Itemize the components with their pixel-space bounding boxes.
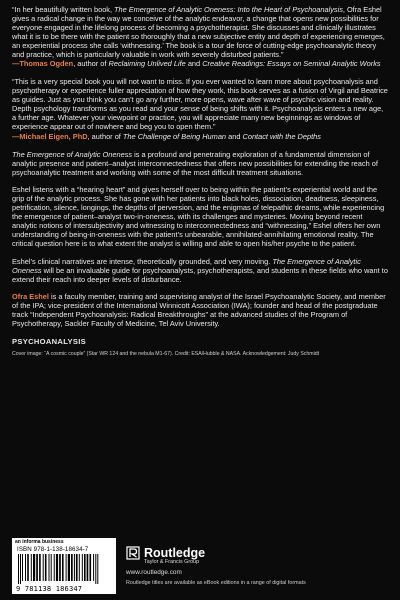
attribution-text: , author of xyxy=(87,131,123,141)
barcode-bar xyxy=(66,554,67,581)
publisher-name: Routledge xyxy=(144,546,206,560)
endorsement-attribution xyxy=(12,60,388,69)
description-text: Eshel’s clinical narratives are intense, theoretically grounded, and very moving. xyxy=(12,256,273,266)
attribution-text: , author of xyxy=(73,59,109,69)
barcode-bar xyxy=(45,554,47,581)
barcode-bar xyxy=(97,554,98,584)
publisher-block xyxy=(126,546,205,576)
barcode-bar xyxy=(68,554,70,581)
barcode-bar xyxy=(27,554,29,581)
barcode-bar xyxy=(54,554,55,581)
barcode-digits: 9 781138 186347 xyxy=(16,585,83,593)
description-text: will be an invaluable guide for psychoanalysts, psychotherapists, and students in these fields who want to extend their reach into deeper levels of disturbance. xyxy=(12,265,388,284)
barcode-bar xyxy=(84,554,86,581)
book-title: The Emergence of Analytic Oneness: Into the Heart of Psychoanalysis xyxy=(114,5,343,14)
barcode-bar xyxy=(76,554,78,581)
endorser-work: Contact with the Depths xyxy=(242,131,321,141)
barcode-bar xyxy=(79,554,80,581)
barcode-bar xyxy=(74,554,75,581)
endorser-work: The Challenge of Being Human xyxy=(122,131,227,141)
barcode-bar xyxy=(25,554,26,581)
isbn-label: ISBN 978-1-138-18634-7 xyxy=(17,546,89,553)
barcode-bar xyxy=(31,554,32,581)
barcode-bar xyxy=(18,554,19,584)
barcode-bar xyxy=(51,554,52,581)
barcode-bar xyxy=(90,554,92,581)
quote-text: , Ofra Eshel gives a radical change in the way we conceive of the analytic endeavor, a change that opens new possibilities for everyone engaged in the lifelong process of becoming a psychotherapist. She discusses and clinically illustrates what it is to be there with the patient so thoroughly that a new subjective entity and depth of experiencing emerges, an experiential process she calls ‘withnessing.’ The book is a tour de force of cutting-edge psychoanalytic theory and practice, which is particularly valuable in work with severely disturbed patients.” xyxy=(12,5,385,59)
barcode-bar xyxy=(62,554,64,581)
barcode-bar xyxy=(95,554,96,584)
endorser-name: —Thomas Ogden xyxy=(12,59,74,69)
imprint-label: an informa business xyxy=(15,539,64,545)
endorser-work: Reclaiming Unlived Life xyxy=(108,59,186,69)
barcode-icon xyxy=(16,554,112,584)
barcode-bar xyxy=(49,554,50,581)
quote-text: “In her beautifully written book, xyxy=(12,5,115,14)
bio-text: is a faculty member, training and supervising analyst of the Israel Psychoanalytic Society, and member of the IPA; vice-president of the International Winnicott Association (IWA); founder and head of the postgraduate track “Independent Psychoanalysis: Radical Breakthroughs” at the advanced studies of the Program of Psychotherapy, Sackler Faculty of Medicine, Tel Aviv University. xyxy=(12,292,386,329)
endorser-name: —Michael Eigen, PhD xyxy=(12,131,88,141)
subject-category: PSYCHOANALYSIS xyxy=(12,337,86,347)
author-name: Ofra Eshel xyxy=(12,292,49,302)
attribution-text: and xyxy=(226,131,243,141)
endorsement-attribution xyxy=(12,133,388,142)
book-title: The Emergence of Analytic Oneness xyxy=(12,256,361,275)
barcode-bar xyxy=(43,554,44,581)
barcode-block xyxy=(12,538,116,594)
barcode-bar xyxy=(82,554,83,581)
barcode-bar xyxy=(71,554,73,581)
barcode-bar xyxy=(39,554,41,581)
barcode-bar xyxy=(36,554,38,581)
endorsement-ogden xyxy=(12,6,388,59)
description-paragraph: Eshel listens with a “hearing heart” and gives herself over to being within the patient’s experiential world and the grip of the analytic process. She has gone with her patients into black holes, dissociation, deadness, sleepiness, petrification, silence, longings, the depths of perversion, and the enigmas of telepathic dreams, while experiencing the emergence of patient–analyst two-in-oneness, with its challenges and mysteries. Moving beyond recent analytic notions of intersubjectivity and witnessing to interconnectedness and “withnessing,” Eshel offers her own understanding of being-in-oneness with the patient’s unbearable, annihilated-annihilating emotional reality. The critical question here is to what extent the analyst is willing and able to open his/her psyche to the patient. xyxy=(12,185,385,248)
barcode-bar xyxy=(56,554,58,581)
publisher-url[interactable]: www.routledge.com xyxy=(126,569,182,576)
description-paragraph xyxy=(12,258,388,285)
ebook-note: Routledge titles are available as eBook editions in a range of digital formats xyxy=(126,580,306,586)
description-paragraph xyxy=(12,151,388,178)
barcode-bar xyxy=(93,554,94,581)
publisher-group: Taylor & Francis Group xyxy=(144,559,200,565)
author-bio xyxy=(12,293,388,329)
attribution-text: and xyxy=(185,59,203,69)
barcode-bar xyxy=(20,554,21,584)
book-title: The Emergence of Analytic Oneness xyxy=(12,149,133,159)
barcode-bar xyxy=(22,554,23,581)
description-text: is a profound and penetrating exploration of a fundamental dimension of analytic presence and patient–analyst interconnectedness that offers new possibilities for extending the reach of psychoanalytic treatment and working with some of the most difficult treatment situations. xyxy=(12,149,378,177)
endorsement-eigen: “This is a very special book you will not want to miss. If you ever wanted to learn more about psychoanalysis and psychotherapy or experience fuller appreciation of how they work, this book serves as a fusion of Virgil and Beatrice as guides. Just as you think you can’t go any further, more opens, wave after wave of psychic vision and reality. Depth psychology transforms as you read and your sense of being shifts with it. Psychoanalysis enters a new age, a further age. Whatever your viewpoint or practice, you will appreciate many new beginnings as windows of experience appear out of nowhere and beg you to open them.” xyxy=(12,77,388,131)
barcode-bar xyxy=(59,554,61,581)
barcode-bar xyxy=(33,554,35,581)
endorser-work: Creative Readings: Essays on Seminal Analytic Works xyxy=(202,59,381,69)
routledge-logo-icon xyxy=(126,546,140,560)
footer xyxy=(12,538,388,594)
barcode-bar xyxy=(87,554,89,581)
cover-credit: Cover image: “A cosmic couple” (Star WR 124 and the nebula M1-67). Credit: ESA/Hubble & NASA. Acknowledgement: Judy Schmidt xyxy=(12,351,320,358)
